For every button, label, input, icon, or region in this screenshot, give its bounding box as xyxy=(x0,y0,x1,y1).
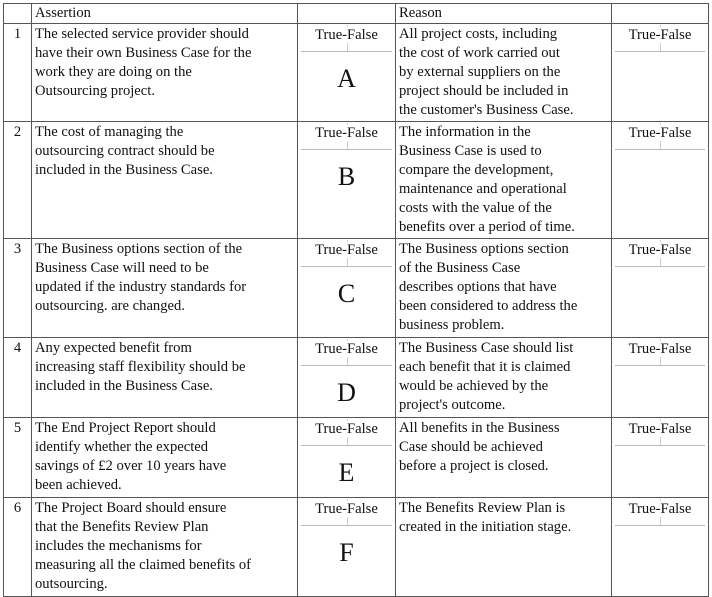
row-number: 5 xyxy=(4,418,32,498)
assertion-text: The Business options section of the Business Case will need to be updated if the industry standards for outsourcing. are changed. xyxy=(32,239,298,338)
assertion-true-false-cell xyxy=(298,24,396,122)
true-false-label: True-False xyxy=(628,341,692,357)
table-row xyxy=(4,498,709,597)
reason-true-false-cell xyxy=(612,239,709,338)
header-row xyxy=(4,4,709,24)
assertion-text: The Project Board should ensure that the Benefits Review Plan includes the mechanisms for measuring all the claimed benefits of outsourcing. xyxy=(32,498,298,597)
header-tf-left-cell xyxy=(298,4,396,24)
row-number: 2 xyxy=(4,122,32,239)
reason-text: The Business Case should list each benefit that it is claimed would be achieved by the project's outcome. xyxy=(396,338,612,418)
table-row xyxy=(4,239,709,338)
reason-true-false-cell xyxy=(612,24,709,122)
assertion-true-false-cell xyxy=(298,498,396,597)
true-false-label: True-False xyxy=(315,341,378,357)
row-number: 3 xyxy=(4,239,32,338)
table-row xyxy=(4,122,709,239)
answer-letter: D xyxy=(337,378,356,407)
answer-letter: E xyxy=(338,458,355,487)
true-false-label: True-False xyxy=(628,125,692,141)
header-reason: Reason xyxy=(396,4,612,24)
assertion-true-false-cell xyxy=(298,418,396,498)
assertion-text: The cost of managing the outsourcing contract should be included in the Business Case. xyxy=(32,122,298,239)
assertion-reason-table xyxy=(3,3,709,597)
reason-true-false-cell xyxy=(612,122,709,239)
row-number: 6 xyxy=(4,498,32,597)
table-row xyxy=(4,338,709,418)
true-false-selector[interactable] xyxy=(615,123,705,150)
assertion-true-false-cell xyxy=(298,239,396,338)
true-false-label: True-False xyxy=(315,125,378,141)
true-false-selector[interactable] xyxy=(301,240,392,267)
true-false-label: True-False xyxy=(315,27,378,43)
reason-text: The information in the Business Case is used to compare the development, maintenance and operational costs with the value of the benefits over a period of time. xyxy=(396,122,612,239)
reason-text: All project costs, including the cost of work carried out by external suppliers on the project should be included in the customer's Business Case. xyxy=(396,24,612,122)
true-false-label: True-False xyxy=(628,27,692,43)
answer-letter: C xyxy=(337,279,356,308)
true-false-selector[interactable] xyxy=(615,240,705,267)
true-false-selector[interactable] xyxy=(615,419,705,446)
true-false-label: True-False xyxy=(628,421,692,437)
table-row xyxy=(4,418,709,498)
header-tf-right-cell xyxy=(612,4,709,24)
true-false-selector[interactable] xyxy=(615,25,705,52)
true-false-selector[interactable] xyxy=(301,419,392,446)
header-assertion: Assertion xyxy=(32,4,298,24)
table-row xyxy=(4,24,709,122)
true-false-selector[interactable] xyxy=(301,25,392,52)
true-false-label: True-False xyxy=(628,242,692,258)
true-false-label: True-False xyxy=(628,501,692,517)
header-number-cell xyxy=(4,4,32,24)
row-number: 4 xyxy=(4,338,32,418)
reason-true-false-cell xyxy=(612,498,709,597)
assertion-text: The End Project Report should identify whether the expected savings of £2 over 10 years have been achieved. xyxy=(32,418,298,498)
answer-letter: B xyxy=(337,162,356,191)
assertion-reason-table-container xyxy=(3,3,709,597)
assertion-true-false-cell xyxy=(298,338,396,418)
true-false-selector[interactable] xyxy=(301,123,392,150)
assertion-text: Any expected benefit from increasing staff flexibility should be included in the Business Case. xyxy=(32,338,298,418)
true-false-label: True-False xyxy=(315,242,378,258)
reason-text: All benefits in the Business Case should be achieved before a project is closed. xyxy=(396,418,612,498)
row-number: 1 xyxy=(4,24,32,122)
reason-true-false-cell xyxy=(612,338,709,418)
assertion-true-false-cell xyxy=(298,122,396,239)
true-false-label: True-False xyxy=(315,421,378,437)
true-false-selector[interactable] xyxy=(301,499,392,526)
reason-true-false-cell xyxy=(612,418,709,498)
reason-text: The Business options section of the Business Case describes options that have been considered to address the business problem. xyxy=(396,239,612,338)
reason-text: The Benefits Review Plan is created in the initiation stage. xyxy=(396,498,612,597)
answer-letter: A xyxy=(337,64,356,93)
true-false-selector[interactable] xyxy=(615,499,705,526)
answer-letter: F xyxy=(339,538,354,567)
true-false-selector[interactable] xyxy=(301,339,392,366)
true-false-label: True-False xyxy=(315,501,378,517)
assertion-text: The selected service provider should have their own Business Case for the work they are doing on the Outsourcing project. xyxy=(32,24,298,122)
true-false-selector[interactable] xyxy=(615,339,705,366)
